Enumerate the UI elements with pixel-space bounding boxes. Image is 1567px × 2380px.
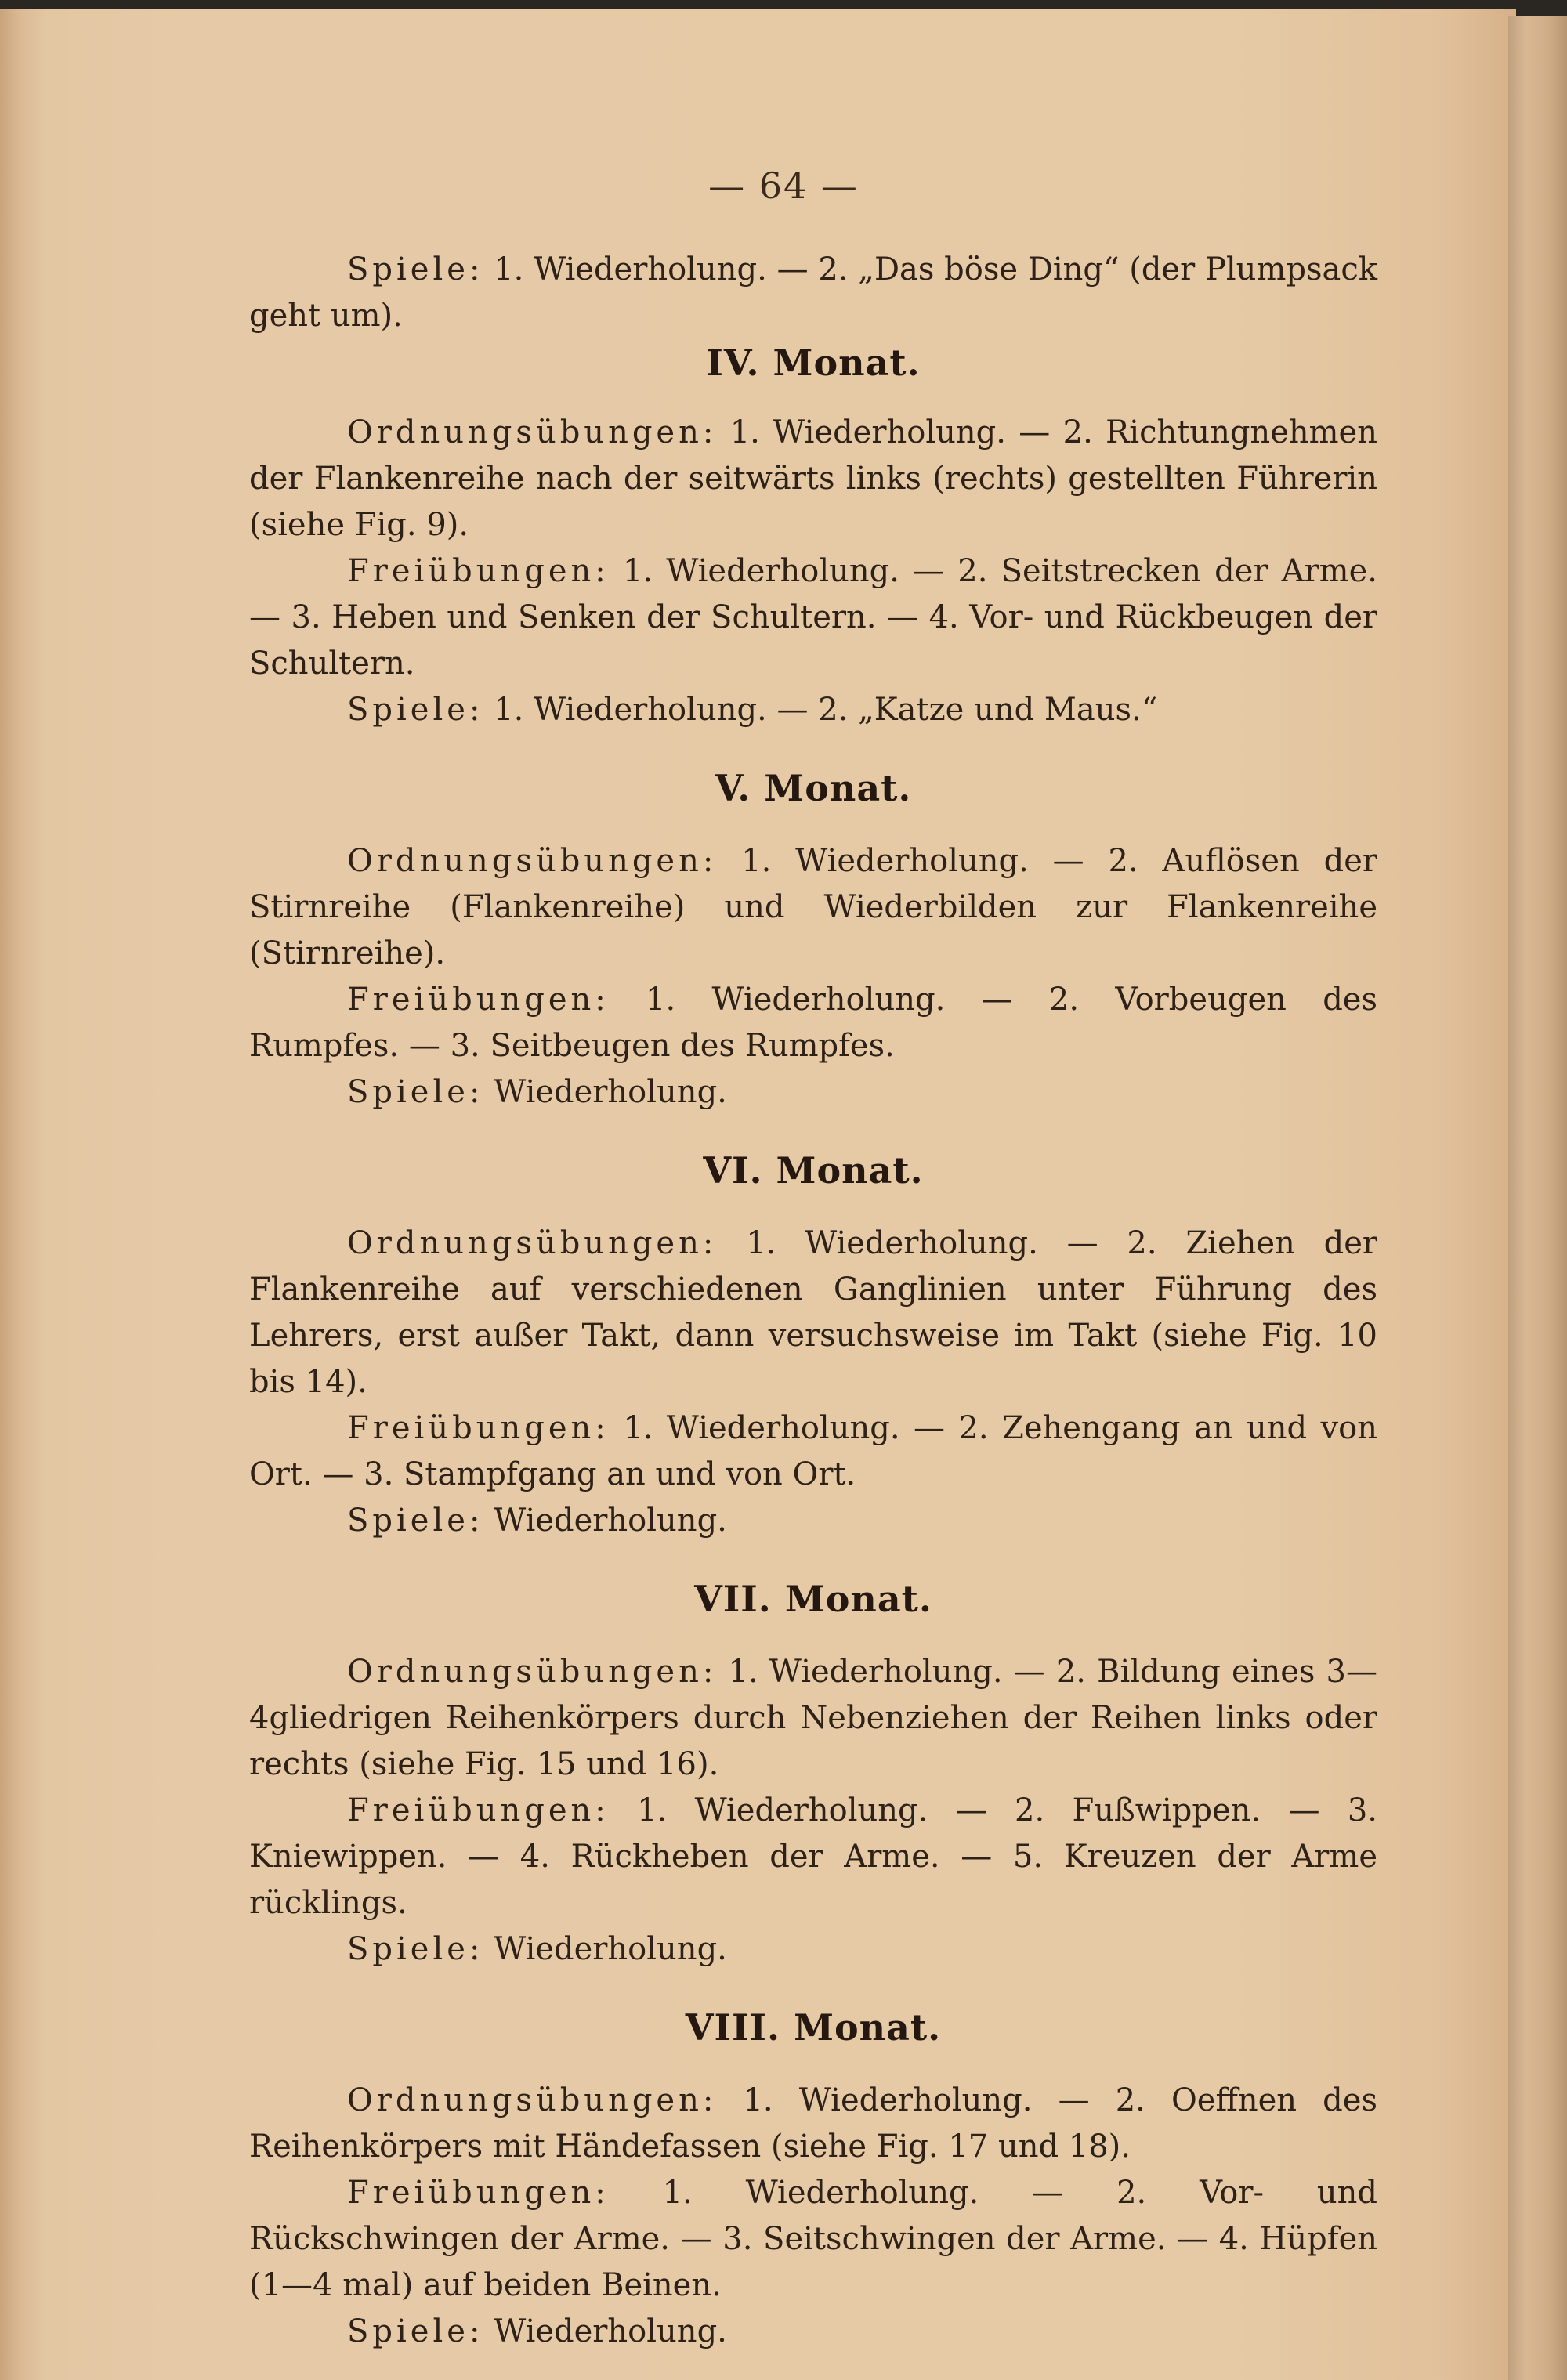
- paragraph: [249, 2170, 1377, 2309]
- paragraph-text: 1. Wiederholung. — 2. Richtungnehmen der Flankenreihe nach der seitwärts links (rechts) gestellten Führerin (siehe Fig. 9).: [249, 414, 1377, 543]
- paragraph-lead: Ordnungsübungen:: [347, 843, 718, 879]
- paragraph-lead: Freiübungen:: [347, 553, 610, 589]
- paragraph-lead: Spiele:: [347, 1074, 484, 1110]
- section-heading: V. Monat.: [715, 767, 912, 809]
- paragraph-lead: Spiele:: [347, 251, 484, 288]
- paragraph: [249, 1926, 1377, 1973]
- paragraph-lead: Ordnungsübungen:: [347, 1654, 718, 1690]
- paragraph-lead: Ordnungsübungen:: [347, 414, 718, 450]
- paragraph-lead: Spiele:: [347, 692, 484, 728]
- paragraph-text: 1. Wiederholung. — 2. Zehengang an und von Ort. — 3. Stampfgang an und von Ort.: [249, 1410, 1377, 1492]
- paragraph-text: Wiederholung.: [483, 1931, 727, 1967]
- paragraph-lead: Spiele:: [347, 1931, 484, 1967]
- page-gutter-edge: [0, 9, 22, 2380]
- paragraph-text: 1. Wiederholung. — 2. Seitstrecken der Arme. — 3. Heben und Senken der Schultern. — 4. Vor- und Rückbeugen der Schultern.: [249, 553, 1377, 682]
- paragraph-text: 1. Wiederholung. — 2. Fußwippen. — 3. Kniewippen. — 4. Rückheben der Arme. — 5. Kreuzen der Arme rücklings.: [249, 1792, 1377, 1921]
- paragraph: [249, 977, 1377, 1069]
- paragraph-lead: Freiübungen:: [347, 982, 610, 1018]
- paragraph: [249, 687, 1377, 733]
- section-heading: VIII. Monat.: [685, 2006, 942, 2049]
- paragraph-text: 1. Wiederholung. — 2. „Das böse Ding“ (der Plumpsack geht um).: [249, 251, 1377, 334]
- paragraph: [249, 548, 1377, 687]
- paragraph-text: Wiederholung.: [483, 2313, 727, 2349]
- section-heading: VI. Monat.: [703, 1149, 924, 1192]
- paragraph-text: 1. Wiederholung. — 2. Vor- und Rückschwingen der Arme. — 3. Seitschwingen der Arme. — 4. Hüpfen (1—4 mal) auf beiden Beinen.: [249, 2175, 1377, 2303]
- paragraph-text: 1. Wiederholung. — 2. Vorbeugen des Rumpfes. — 3. Seitbeugen des Rumpfes.: [249, 982, 1377, 1064]
- paragraph: [249, 247, 1377, 339]
- paragraph-lead: Freiübungen:: [347, 2175, 610, 2211]
- page-content: [249, 247, 1377, 2355]
- paragraph: [249, 2078, 1377, 2170]
- paragraph-lead: Freiübungen:: [347, 1792, 610, 1828]
- paragraph-lead: Spiele:: [347, 1503, 484, 1539]
- section-heading: IV. Monat.: [706, 342, 921, 384]
- paragraph: [249, 1405, 1377, 1498]
- paragraph-lead: Spiele:: [347, 2313, 484, 2349]
- paragraph: [249, 2309, 1377, 2355]
- paragraph-text: 1. Wiederholung. — 2. „Katze und Maus.“: [483, 692, 1158, 728]
- paragraph: [249, 1788, 1377, 1926]
- paragraph-lead: Freiübungen:: [347, 1410, 610, 1446]
- paragraph-text: 1. Wiederholung. — 2. Auflösen der Stirnreihe (Flankenreihe) und Wiederbilden zur Flankenreihe (Stirnreihe).: [249, 843, 1377, 971]
- paragraph-text: Wiederholung.: [483, 1503, 727, 1539]
- paragraph: [249, 410, 1377, 548]
- paragraph-lead: Ordnungsübungen:: [347, 1225, 718, 1261]
- section-heading: VII. Monat.: [694, 1578, 932, 1620]
- paragraph-text: 1. Wiederholung. — 2. Bildung eines 3—4gliedrigen Reihenkörpers durch Nebenziehen der Reihen links oder rechts (siehe Fig. 15 und 16).: [249, 1654, 1377, 1782]
- paragraph: [249, 838, 1377, 977]
- page-fore-edge: [1508, 16, 1567, 2380]
- paragraph: [249, 1649, 1377, 1788]
- paragraph-lead: Ordnungsübungen:: [347, 2082, 718, 2118]
- paragraph: [249, 1069, 1377, 1116]
- paragraph: [249, 1221, 1377, 1405]
- paragraph-text: Wiederholung.: [483, 1074, 727, 1110]
- paragraph-text: 1. Wiederholung. — 2. Ziehen der Flankenreihe auf verschiedenen Ganglinien unter Führung des Lehrers, erst außer Takt, dann versuchsweise im Takt (siehe Fig. 10 bis 14).: [249, 1225, 1377, 1400]
- paragraph-text: 1. Wiederholung. — 2. Oeffnen des Reihenkörpers mit Händefassen (siehe Fig. 17 und 18).: [249, 2082, 1377, 2165]
- paragraph: [249, 1498, 1377, 1544]
- page-number: — 64 —: [708, 165, 859, 207]
